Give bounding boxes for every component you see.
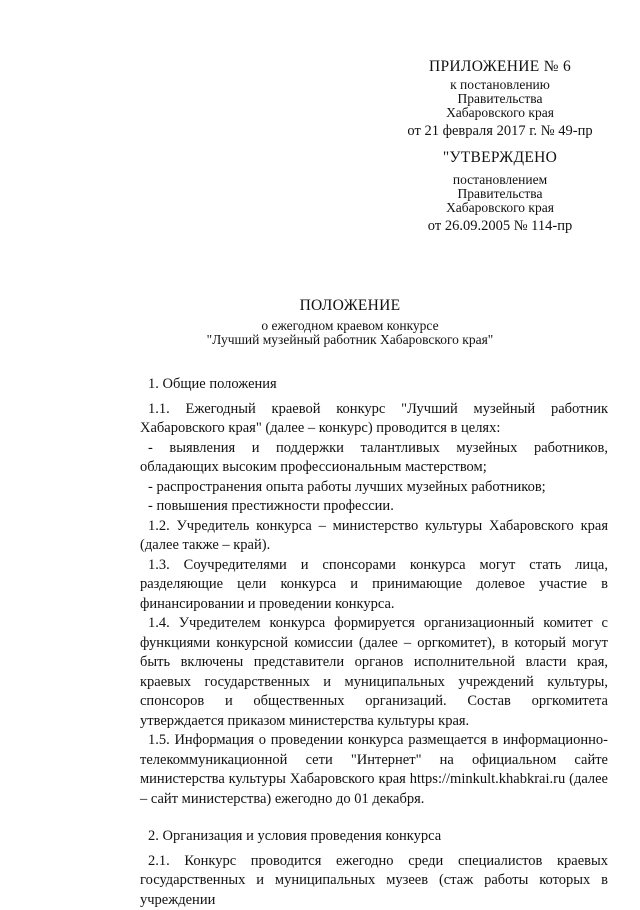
approved-line: постановлением (380, 173, 620, 187)
document-subtitle: "Лучший музейный работник Хабаровского края" (100, 333, 600, 347)
paragraph: 1.4. Учредителем конкурса формируется организационный комитет с функциями конкурсной комиссии (далее – оргкомитет), в который могут быть включены представители органов исполнительной власти края, краевых государственных и муниципальных учреждений культуры, спонсоров и общественных организаций. Состав оргкомитета утверждается приказом министерства культуры края. (140, 614, 608, 731)
paragraph: 1.5. Информация о проведении конкурса размещается в информационно-телекоммуникационной сети "Интернет" на официальном сайте министерства культуры Хабаровского края https://minkult.khabkrai.ru (далее – сайт министерства) ежегодно до 01 декабря. (140, 731, 608, 809)
document-title-block (100, 297, 600, 347)
document-title: ПОЛОЖЕНИЕ (100, 297, 600, 315)
appendix-line: к постановлению (380, 78, 620, 92)
appendix-line: Правительства (380, 92, 620, 106)
list-item: - распространения опыта работы лучших музейных работников; (140, 478, 608, 498)
paragraph: 2.1. Конкурс проводится ежегодно среди специалистов краевых государственных и муниципальных музеев (стаж работы которых в учреждении (140, 852, 608, 910)
document-subtitle: о ежегодном краевом конкурсе (100, 319, 600, 333)
approved-date: от 26.09.2005 № 114-пр (380, 217, 620, 235)
approved-line: Правительства (380, 187, 620, 201)
paragraph: 1.2. Учредитель конкурса – министерство культуры Хабаровского края (далее также – край). (140, 517, 608, 556)
appendix-line: Хабаровского края (380, 106, 620, 120)
approved-line: Хабаровского края (380, 201, 620, 215)
appendix-header (380, 58, 620, 235)
section-heading: 1. Общие положения (140, 375, 608, 395)
appendix-title: ПРИЛОЖЕНИЕ № 6 (380, 58, 620, 76)
paragraph: 1.3. Соучредителями и спонсорами конкурса могут стать лица, разделяющие цели конкурса и принимающие долевое участие в финансировании и проведении конкурса. (140, 556, 608, 615)
list-item: - повышения престижности профессии. (140, 497, 608, 517)
section-heading: 2. Организация и условия проведения конкурса (140, 827, 608, 847)
appendix-date: от 21 февраля 2017 г. № 49-пр (380, 122, 620, 140)
list-item: - выявления и поддержки талантливых музейных работников, обладающих высоким профессиональным мастерством; (140, 439, 608, 478)
approved-title: "УТВЕРЖДЕНО (380, 149, 620, 167)
paragraph: 1.1. Ежегодный краевой конкурс "Лучший музейный работник Хабаровского края" (далее – конкурс) проводится в целях: (140, 400, 608, 439)
document-body (140, 375, 608, 910)
